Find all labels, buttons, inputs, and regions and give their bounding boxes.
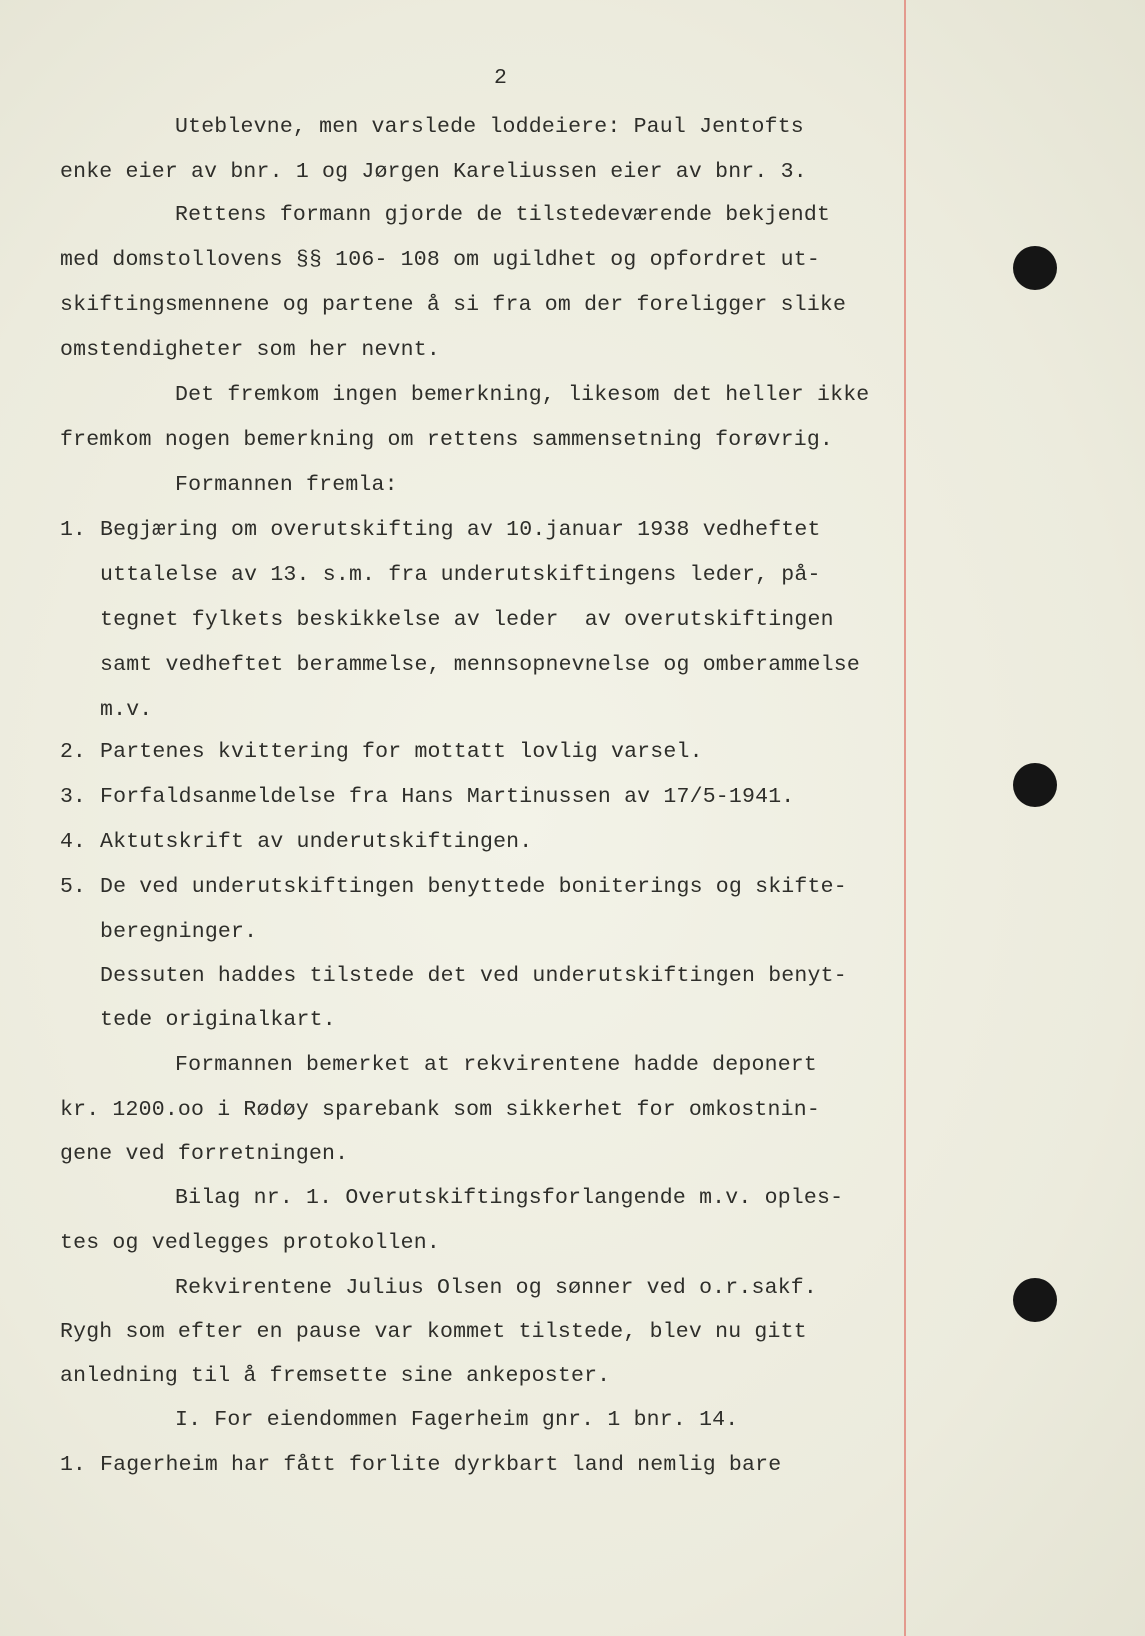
punch-hole-icon [1013, 1278, 1057, 1322]
item-number: 2. [60, 740, 86, 764]
text-line: Forfaldsanmeldelse fra Hans Martinussen av 17/5-1941. [100, 785, 795, 809]
text-line: Uteblevne, men varslede loddeiere: Paul Jentofts [175, 115, 804, 139]
text-line: Formannen fremla: [175, 473, 398, 497]
text-line: Dessuten haddes tilstede det ved underutskiftingen benyt- [100, 964, 847, 988]
text-line: gene ved forretningen. [60, 1142, 349, 1166]
text-line: beregninger. [100, 920, 258, 944]
text-line: Formannen bemerket at rekvirentene hadde deponert [175, 1053, 818, 1077]
red-margin-line [904, 0, 906, 1636]
item-number: 3. [60, 785, 86, 809]
text-line: m.v. [100, 698, 153, 722]
text-line: Rygh som efter en pause var kommet tilstede, blev nu gitt [60, 1320, 807, 1344]
item-number: 5. [60, 875, 86, 899]
item-number: 1. [60, 1453, 86, 1477]
text-line: Aktutskrift av underutskiftingen. [100, 830, 533, 854]
text-line: tede originalkart. [100, 1008, 336, 1032]
text-line: Bilag nr. 1. Overutskiftingsforlangende m.v. oples- [175, 1186, 844, 1210]
text-line: med domstollovens §§ 106- 108 om ugildhet og opfordret ut- [60, 248, 820, 272]
page-number: 2 [494, 66, 507, 90]
text-line: Begjæring om overutskifting av 10.januar 1938 vedheftet [100, 518, 821, 542]
text-line: omstendigheter som her nevnt. [60, 338, 440, 362]
text-line: kr. 1200.oo i Rødøy sparebank som sikkerhet for omkostnin- [60, 1098, 820, 1122]
item-number: 4. [60, 830, 86, 854]
text-line: tes og vedlegges protokollen. [60, 1231, 440, 1255]
text-line: Fagerheim har fått forlite dyrkbart land nemlig bare [100, 1453, 782, 1477]
text-line: Rettens formann gjorde de tilstedeværende bekjendt [175, 203, 831, 227]
text-line: fremkom nogen bemerkning om rettens sammensetning forøvrig. [60, 428, 834, 452]
text-line: De ved underutskiftingen benyttede boniterings og skifte- [100, 875, 847, 899]
text-line: skiftingsmennene og partene å si fra om der foreligger slike [60, 293, 847, 317]
text-line: samt vedheftet berammelse, mennsopnevnelse og omberammelse [100, 653, 860, 677]
text-line: anledning til å fremsette sine ankeposter. [60, 1364, 611, 1388]
text-line: tegnet fylkets beskikkelse av leder av overutskiftingen [100, 608, 834, 632]
text-line: Rekvirentene Julius Olsen og sønner ved o.r.sakf. [175, 1276, 818, 1300]
punch-hole-icon [1013, 246, 1057, 290]
text-line: enke eier av bnr. 1 og Jørgen Kareliussen eier av bnr. 3. [60, 160, 807, 184]
text-line: Det fremkom ingen bemerkning, likesom det heller ikke [175, 383, 870, 407]
punch-hole-icon [1013, 763, 1057, 807]
text-line: I. For eiendommen Fagerheim gnr. 1 bnr. 14. [175, 1408, 739, 1432]
item-number: 1. [60, 518, 86, 542]
text-line: uttalelse av 13. s.m. fra underutskiftingens leder, på- [100, 563, 821, 587]
text-line: Partenes kvittering for mottatt lovlig varsel. [100, 740, 703, 764]
